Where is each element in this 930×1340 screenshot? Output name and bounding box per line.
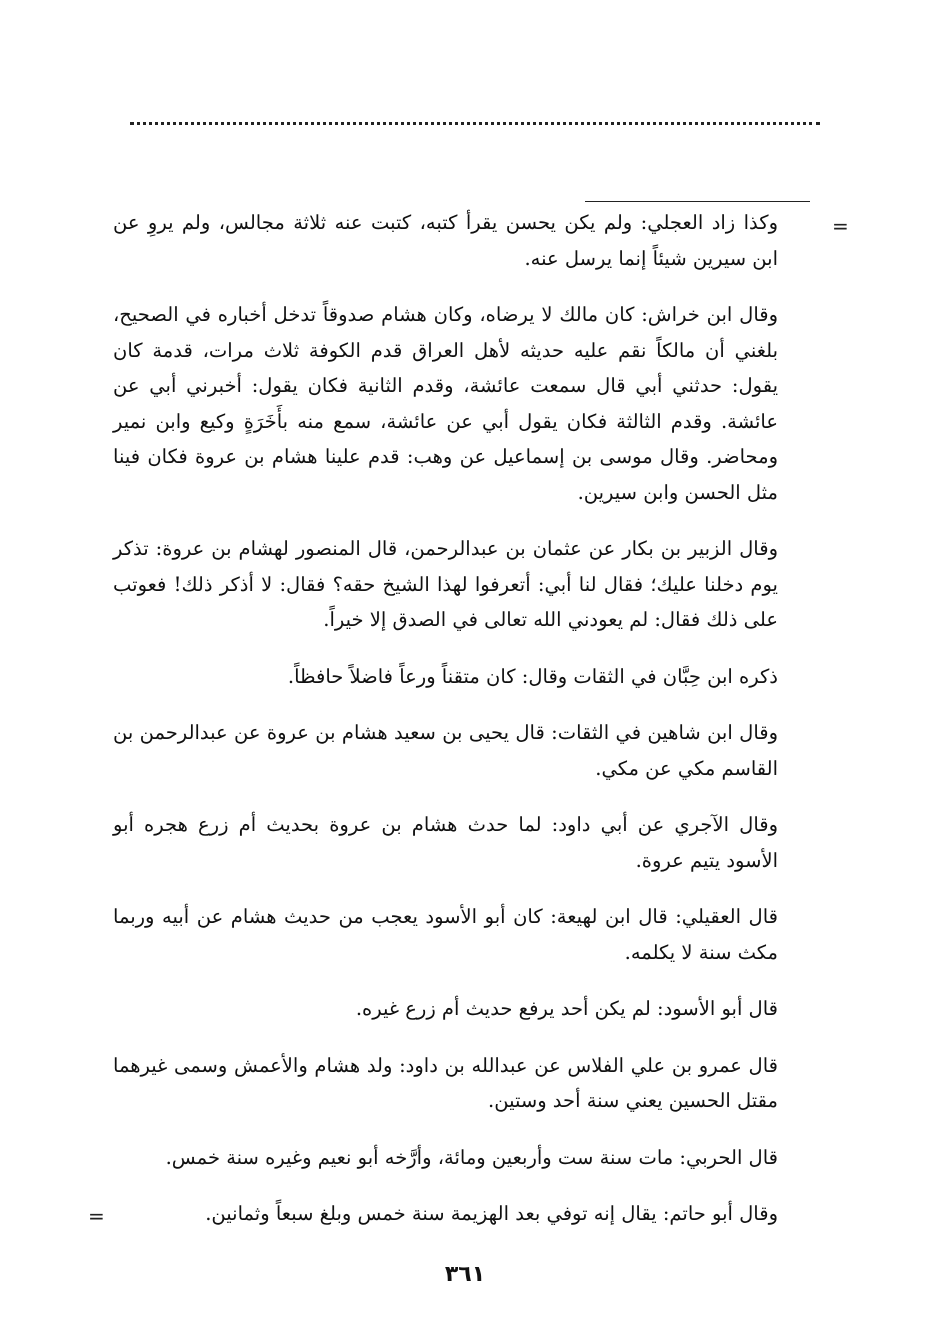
paragraph: قال أبو الأسود: لم يكن أحد يرفع حديث أم زرع غيره. — [355, 997, 778, 1020]
footnote-separator — [585, 201, 810, 202]
continuation-mark-bottom: = — [88, 1204, 105, 1228]
paragraph: وكذا زاد العجلي: ولم يكن يحسن يقرأ كتبه، كتبت عنه ثلاثة مجالس، ولم يروِ عن ابن سيرين شيئاً إنما يرسل عنه. — [113, 211, 778, 270]
dotted-rule — [130, 122, 820, 125]
footnote-text — [113, 205, 778, 1232]
paragraph: قال الحربي: مات سنة ست وأربعين ومائة، وأرَّخه أبو نعيم وغيره سنة خمس. — [165, 1145, 778, 1169]
paragraph: وقال الزبير بن بكار عن عثمان بن عبدالرحمن، قال المنصور لهشام بن عروة: تذكر يوم دخلنا عليك؛ فقال لنا أبي: أتعرفوا لهذا الشيخ حقه؟ فقال: لا أذكر ذلك! فعوتب على ذلك فقال: لم يعودني الله تعالى في الصدق إلا خيراً. — [113, 537, 778, 631]
paragraph: وقال ابن شاهين في الثقات: قال يحيى بن سعيد هشام بن عروة عن عبدالرحمن بن القاسم مكي عن مكي. — [113, 721, 778, 780]
continuation-mark-top: = — [832, 214, 849, 238]
paragraph: وقال أبو حاتم: يقال إنه توفي بعد الهزيمة سنة خمس وبلغ سبعاً وثمانين. — [205, 1202, 778, 1225]
paragraph: قال العقيلي: قال ابن لهيعة: كان أبو الأسود يعجب من حديث هشام عن أبيه وربما مكث سنة لا يكلمه. — [113, 905, 778, 964]
page-number: ٣٦١ — [444, 1262, 486, 1287]
paragraph: وقال الآجري عن أبي داود: لما حدث هشام بن عروة بحديث أم زرع هجره أبو الأسود يتيم عروة. — [113, 813, 778, 872]
paragraph: وقال ابن خراش: كان مالك لا يرضاه، وكان هشام صدوقاً تدخل أخباره في الصحيح، بلغني أن مالكاً نقم عليه حديثه لأهل العراق قدم الكوفة ثلاث مرات، قدمة كان يقول: حدثني أبي قال سمعت عائشة، وقدم الثانية فكان يقول: أخبرني أبي عن عائشة. وقدم الثالثة فكان يقول أبي عن عائشة، سمع منه بأَخَرَةٍ وكيع وابن نمير ومحاضر. وقال موسى بن إسماعيل عن وهب: قدم علينا هشام بن عروة فكان فينا مثل الحسن وابن سيرين. — [113, 303, 778, 504]
paragraph: قال عمرو بن علي الفلاس عن عبدالله بن داود: ولد هشام والأعمش وسمى غيرهما مقتل الحسين يعني سنة أحد وستين. — [113, 1053, 778, 1112]
paragraph: ذكره ابن حِبَّان في الثقات وقال: كان متقناً ورعاً فاضلاً حافظاً. — [287, 664, 778, 688]
